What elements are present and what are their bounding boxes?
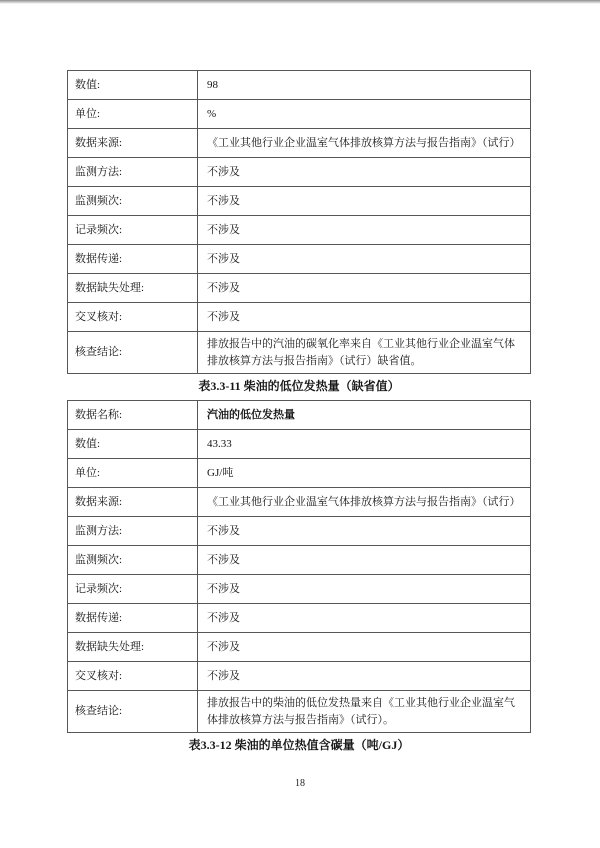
row-label: 数据缺失处理: <box>68 274 198 303</box>
table-row <box>68 129 531 158</box>
row-label: 监测方法: <box>68 517 198 546</box>
row-label: 数据来源: <box>68 488 198 517</box>
row-value: 排放报告中的柴油的低位发热量来自《工业其他行业企业温室气体排放核算方法与报告指南》（试行）。 <box>198 691 531 733</box>
row-value: 汽油的低位发热量 <box>198 401 531 430</box>
row-label: 监测方法: <box>68 158 198 187</box>
row-value: 不涉及 <box>198 633 531 662</box>
table-row <box>68 575 531 604</box>
table-row <box>68 100 531 129</box>
table-row <box>68 303 531 332</box>
table-row <box>68 691 531 733</box>
verification-table-carbon-oxidation-rate <box>67 70 531 374</box>
table-row <box>68 401 531 430</box>
table-row <box>68 633 531 662</box>
table-row <box>68 546 531 575</box>
row-value: 98 <box>198 71 531 100</box>
row-label: 记录频次: <box>68 575 198 604</box>
table-body <box>68 71 531 374</box>
row-label: 数据传递: <box>68 604 198 633</box>
row-label: 监测频次: <box>68 187 198 216</box>
table-row <box>68 274 531 303</box>
table-row <box>68 245 531 274</box>
row-label: 核查结论: <box>68 332 198 374</box>
table-row <box>68 216 531 245</box>
table-row <box>68 517 531 546</box>
table-row <box>68 604 531 633</box>
table-caption-3-3-12: 表3.3-12 柴油的单位热值含碳量（吨/GJ） <box>188 738 410 752</box>
row-value: GJ/吨 <box>198 459 531 488</box>
row-label: 交叉核对: <box>68 662 198 691</box>
table-row <box>68 459 531 488</box>
table-row <box>68 662 531 691</box>
row-value: 不涉及 <box>198 575 531 604</box>
table-row <box>68 187 531 216</box>
row-label: 数值: <box>68 71 198 100</box>
row-value: 不涉及 <box>198 517 531 546</box>
row-value: 不涉及 <box>198 546 531 575</box>
row-value: 不涉及 <box>198 245 531 274</box>
table-row <box>68 71 531 100</box>
row-label: 数值: <box>68 430 198 459</box>
verification-table-low-heating-value <box>67 400 531 733</box>
row-value: 不涉及 <box>198 662 531 691</box>
row-label: 单位: <box>68 459 198 488</box>
row-value: 不涉及 <box>198 158 531 187</box>
row-label: 交叉核对: <box>68 303 198 332</box>
row-value: 43.33 <box>198 430 531 459</box>
row-value: 不涉及 <box>198 187 531 216</box>
table-row <box>68 158 531 187</box>
row-value: % <box>198 100 531 129</box>
table-row <box>68 488 531 517</box>
row-value: 不涉及 <box>198 303 531 332</box>
row-label: 数据来源: <box>68 129 198 158</box>
row-label: 数据传递: <box>68 245 198 274</box>
row-label: 记录频次: <box>68 216 198 245</box>
row-label: 监测频次: <box>68 546 198 575</box>
table-row <box>68 430 531 459</box>
row-value: 不涉及 <box>198 604 531 633</box>
row-label: 数据名称: <box>68 401 198 430</box>
page-top-edge <box>0 0 600 4</box>
row-label: 数据缺失处理: <box>68 633 198 662</box>
table-caption-3-3-11: 表3.3-11 柴油的低位发热量（缺省值） <box>198 379 400 393</box>
row-value: 排放报告中的汽油的碳氧化率来自《工业其他行业企业温室气体排放核算方法与报告指南》（试行）缺省值。 <box>198 332 531 374</box>
table-body <box>68 401 531 733</box>
row-value: 《工业其他行业企业温室气体排放核算方法与报告指南》（试行） <box>198 129 531 158</box>
row-value: 不涉及 <box>198 274 531 303</box>
row-label: 单位: <box>68 100 198 129</box>
row-value: 不涉及 <box>198 216 531 245</box>
row-label: 核查结论: <box>68 691 198 733</box>
document-page <box>67 70 531 759</box>
table-row <box>68 332 531 374</box>
row-value: 《工业其他行业企业温室气体排放核算方法与报告指南》（试行） <box>198 488 531 517</box>
page-number: 18 <box>295 778 305 789</box>
